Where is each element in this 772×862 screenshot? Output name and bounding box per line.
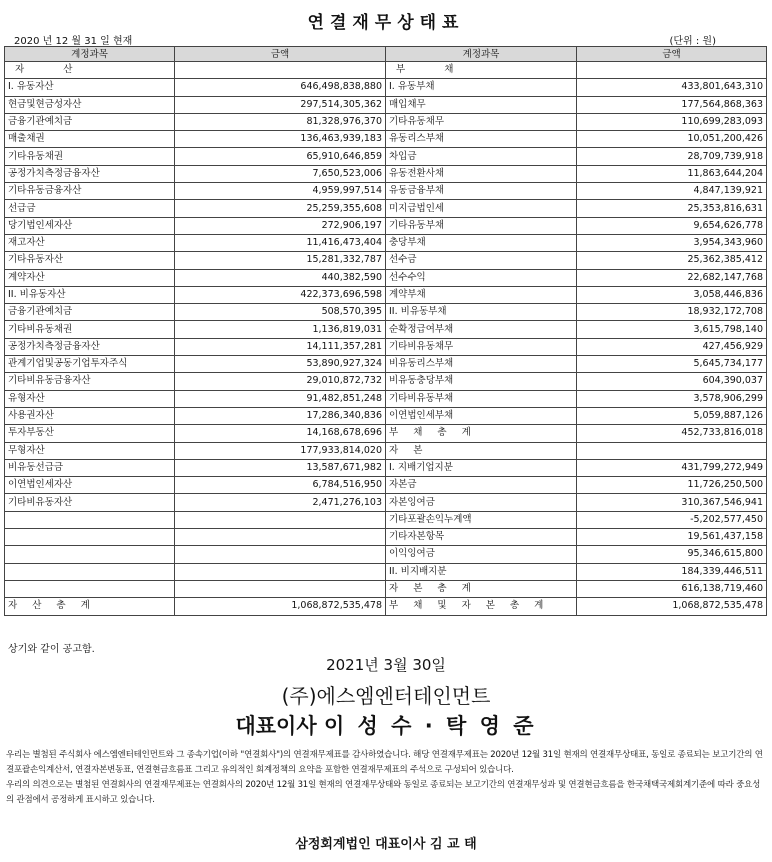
asset-account-label: I. 유동자산 [5, 79, 175, 96]
asset-amount: 17,286,340,836 [175, 407, 386, 424]
auditor-signature: 삼정회계법인 대표이사 김 교 태 [295, 837, 477, 852]
header-account-right: 계정과목 [386, 47, 577, 62]
asset-amount: 646,498,838,880 [175, 79, 386, 96]
liability-equity-amount: 433,801,643,310 [577, 79, 767, 96]
liability-equity-amount: 3,058,446,836 [577, 286, 767, 303]
table-row [5, 425, 767, 442]
asset-amount [175, 563, 386, 580]
liability-equity-account-label: 부 채 총 계 [386, 425, 577, 442]
asset-account-label: 유형자산 [5, 390, 175, 407]
liability-equity-amount: 310,367,546,941 [577, 494, 767, 511]
table-row [5, 234, 767, 251]
liability-equity-account-label: 기타유동부채 [386, 217, 577, 234]
audit-paragraph-2: 우리의 의견으로는 별첨된 연결회사의 연결재무제표는 연결회사의 2020년 12월 31일 현재의 연결재무상태와 동일로 종료되는 보고기간의 연결재무성과 및 연결현금흐름을 한국채택국제회계기준에 따라 중요성의 관점에서 공정하게 표시하고 있습니다. [6, 780, 761, 805]
asset-account-label: 계약자산 [5, 269, 175, 286]
asset-account-label [5, 580, 175, 597]
asset-amount: 422,373,696,598 [175, 286, 386, 303]
asset-amount: 1,068,872,535,478 [175, 598, 386, 615]
liability-equity-account-label: 기타유동채무 [386, 113, 577, 130]
liability-equity-amount [577, 442, 767, 459]
asset-account-label: 당기법인세자산 [5, 217, 175, 234]
liability-equity-account-label: 미지급법인세 [386, 200, 577, 217]
asset-amount: 136,463,939,183 [175, 131, 386, 148]
liability-equity-account-label: 선수금 [386, 252, 577, 269]
table-row [5, 598, 767, 615]
header-amount-left: 금액 [175, 47, 386, 62]
liabilities-section-amount [577, 62, 767, 79]
asset-account-label: 기타비유동자산 [5, 494, 175, 511]
liability-equity-amount: 177,564,868,363 [577, 96, 767, 113]
table-row [5, 580, 767, 597]
table-row [5, 563, 767, 580]
liability-equity-amount: 184,339,446,511 [577, 563, 767, 580]
assets-section-header: 자 산 [5, 62, 175, 79]
asset-amount [175, 580, 386, 597]
asset-account-label: 현금및현금성자산 [5, 96, 175, 113]
table-row [5, 304, 767, 321]
asset-amount: 297,514,305,362 [175, 96, 386, 113]
table-row [5, 148, 767, 165]
table-row [5, 338, 767, 355]
liability-equity-amount: 18,932,172,708 [577, 304, 767, 321]
table-row [5, 286, 767, 303]
liability-equity-amount: 5,645,734,177 [577, 356, 767, 373]
asset-account-label [5, 511, 175, 528]
section-header-row [5, 62, 767, 79]
table-row [5, 252, 767, 269]
liability-equity-account-label: 부 채 및 자 본 총 계 [386, 598, 577, 615]
asset-amount: 13,587,671,982 [175, 459, 386, 476]
asset-account-label: 재고자산 [5, 234, 175, 251]
liability-equity-account-label: 계약부채 [386, 286, 577, 303]
table-row [5, 546, 767, 563]
asset-amount: 6,784,516,950 [175, 477, 386, 494]
liability-equity-account-label: 선수수익 [386, 269, 577, 286]
table-row [5, 113, 767, 130]
table-header-row [5, 47, 767, 62]
asset-account-label: II. 비유동자산 [5, 286, 175, 303]
asset-account-label [5, 529, 175, 546]
liability-equity-amount: -5,202,577,450 [577, 511, 767, 528]
table-row [5, 511, 767, 528]
liability-equity-account-label: 차입금 [386, 148, 577, 165]
liability-equity-amount: 11,726,250,500 [577, 477, 767, 494]
liability-equity-account-label: 유동금융부채 [386, 183, 577, 200]
table-row [5, 390, 767, 407]
ceo-names: 이 성 수 · 탁 영 준 [323, 714, 537, 738]
table-row [5, 373, 767, 390]
asset-amount: 272,906,197 [175, 217, 386, 234]
asset-amount: 508,570,395 [175, 304, 386, 321]
liability-equity-account-label: 자 본 [386, 442, 577, 459]
ceo-title: 대표이사 [235, 714, 317, 738]
table-row [5, 494, 767, 511]
asset-amount: 29,010,872,732 [175, 373, 386, 390]
asset-amount: 4,959,997,514 [175, 183, 386, 200]
liability-equity-amount: 11,863,644,204 [577, 165, 767, 182]
table-row [5, 459, 767, 476]
liability-equity-account-label: I. 지배기업지분 [386, 459, 577, 476]
asset-account-label: 기타유동채권 [5, 148, 175, 165]
liability-equity-account-label: 비유동리스부채 [386, 356, 577, 373]
liability-equity-account-label: 충당부채 [386, 234, 577, 251]
liability-equity-amount: 3,615,798,140 [577, 321, 767, 338]
ceo-line [0, 710, 772, 740]
audit-opinion [6, 748, 764, 808]
asset-account-label: 비유동선급금 [5, 459, 175, 476]
asset-amount: 440,382,590 [175, 269, 386, 286]
table-row [5, 321, 767, 338]
liability-equity-amount: 110,699,283,093 [577, 113, 767, 130]
table-row [5, 269, 767, 286]
liability-equity-amount: 25,353,816,631 [577, 200, 767, 217]
asset-amount [175, 546, 386, 563]
asset-account-label: 관계기업및공동기업투자주식 [5, 356, 175, 373]
liability-equity-amount: 9,654,626,778 [577, 217, 767, 234]
asset-account-label: 기타유동자산 [5, 252, 175, 269]
liability-equity-account-label: 유동전환사채 [386, 165, 577, 182]
asset-amount: 1,136,819,031 [175, 321, 386, 338]
asset-amount: 14,111,357,281 [175, 338, 386, 355]
table-row [5, 200, 767, 217]
table-row [5, 217, 767, 234]
liabilities-section-header: 부 채 [386, 62, 577, 79]
asset-amount: 65,910,646,859 [175, 148, 386, 165]
liability-equity-amount: 4,847,139,921 [577, 183, 767, 200]
asset-amount: 25,259,355,608 [175, 200, 386, 217]
liability-equity-amount: 452,733,816,018 [577, 425, 767, 442]
asset-amount [175, 511, 386, 528]
liability-equity-amount: 28,709,739,918 [577, 148, 767, 165]
asset-account-label: 매출채권 [5, 131, 175, 148]
asset-amount: 81,328,976,370 [175, 113, 386, 130]
balance-sheet-table [4, 46, 767, 616]
notice-text: 상기와 같이 공고함. [8, 644, 95, 655]
liability-equity-amount: 5,059,887,126 [577, 407, 767, 424]
liability-equity-account-label: 기타포괄손익누계액 [386, 511, 577, 528]
liability-equity-amount: 19,561,437,158 [577, 529, 767, 546]
liability-equity-amount: 22,682,147,768 [577, 269, 767, 286]
company-name: (주)에스엠엔터테인먼트 [281, 684, 491, 708]
liability-equity-amount: 3,578,906,299 [577, 390, 767, 407]
liability-equity-amount: 3,954,343,960 [577, 234, 767, 251]
header-amount-right: 금액 [577, 47, 767, 62]
asset-account-label: 기타비유동채권 [5, 321, 175, 338]
liability-equity-amount: 25,362,385,412 [577, 252, 767, 269]
table-row [5, 165, 767, 182]
table-row [5, 79, 767, 96]
liability-equity-account-label: 자본잉여금 [386, 494, 577, 511]
asset-account-label: 기타유동금융자산 [5, 183, 175, 200]
asset-amount: 177,933,814,020 [175, 442, 386, 459]
table-row [5, 356, 767, 373]
liability-equity-account-label: 이익잉여금 [386, 546, 577, 563]
liability-equity-account-label: 이연법인세부채 [386, 407, 577, 424]
liability-equity-amount: 95,346,615,800 [577, 546, 767, 563]
liability-equity-account-label: II. 비유동부채 [386, 304, 577, 321]
liability-equity-account-label: 매입채무 [386, 96, 577, 113]
asset-account-label: 공정가치측정금융자산 [5, 338, 175, 355]
asset-amount [175, 529, 386, 546]
liability-equity-account-label: 유동리스부채 [386, 131, 577, 148]
asset-account-label: 자 산 총 계 [5, 598, 175, 615]
table-row [5, 407, 767, 424]
table-row [5, 529, 767, 546]
table-row [5, 131, 767, 148]
asset-account-label: 금융기관예치금 [5, 113, 175, 130]
liability-equity-amount: 10,051,200,426 [577, 131, 767, 148]
liability-equity-account-label: I. 유동부채 [386, 79, 577, 96]
asset-account-label: 이연법인세자산 [5, 477, 175, 494]
asset-amount: 14,168,678,696 [175, 425, 386, 442]
liability-equity-account-label: 자본금 [386, 477, 577, 494]
audit-paragraph-1: 우리는 별첨된 주식회사 에스엠엔터테인먼트와 그 종속기업(이하 "연결회사")의 연결재무제표를 감사하였습니다. 해당 연결재무제표는 2020년 12월 31일 현재의 연결재무상태표, 동일로 종료되는 보고기간의 연결포괄손익계산서, 연결자본변동표, 연결현금흐름표 그리고 유의적인 회계정책의 요약을 포함한 연결재무제표의 주석으로 구성되어 있습니다. [6, 750, 763, 775]
table-row [5, 442, 767, 459]
liability-equity-amount: 427,456,929 [577, 338, 767, 355]
asset-account-label: 선급금 [5, 200, 175, 217]
asset-account-label: 사용권자산 [5, 407, 175, 424]
liability-equity-amount: 431,799,272,949 [577, 459, 767, 476]
publication-date: 2021년 3월 30일 [326, 656, 446, 674]
table-row [5, 477, 767, 494]
reporting-date: 2020 년 12 월 31 일 현재 [14, 36, 133, 47]
asset-amount: 2,471,276,103 [175, 494, 386, 511]
asset-account-label: 투자부동산 [5, 425, 175, 442]
asset-amount: 15,281,332,787 [175, 252, 386, 269]
asset-amount: 7,650,523,006 [175, 165, 386, 182]
asset-account-label: 금융기관예치금 [5, 304, 175, 321]
header-account-left: 계정과목 [5, 47, 175, 62]
liability-equity-account-label: 기타비유동채무 [386, 338, 577, 355]
liability-equity-account-label: II. 비지배지분 [386, 563, 577, 580]
currency-unit: (단위 : 원) [669, 36, 716, 47]
asset-account-label [5, 546, 175, 563]
liability-equity-account-label: 자 본 총 계 [386, 580, 577, 597]
asset-account-label: 기타비유동금융자산 [5, 373, 175, 390]
asset-account-label [5, 563, 175, 580]
table-row [5, 96, 767, 113]
asset-amount: 11,416,473,404 [175, 234, 386, 251]
asset-amount: 91,482,851,248 [175, 390, 386, 407]
liability-equity-account-label: 순확정급여부채 [386, 321, 577, 338]
liability-equity-amount: 1,068,872,535,478 [577, 598, 767, 615]
asset-account-label: 공정가치측정금융자산 [5, 165, 175, 182]
assets-section-amount [175, 62, 386, 79]
asset-amount: 53,890,927,324 [175, 356, 386, 373]
liability-equity-account-label: 비유동충당부채 [386, 373, 577, 390]
liability-equity-account-label: 기타비유동부채 [386, 390, 577, 407]
asset-account-label: 무형자산 [5, 442, 175, 459]
liability-equity-amount: 616,138,719,460 [577, 580, 767, 597]
statement-title: 연결재무상태표 [307, 13, 465, 33]
table-row [5, 183, 767, 200]
liability-equity-amount: 604,390,037 [577, 373, 767, 390]
liability-equity-account-label: 기타자본항목 [386, 529, 577, 546]
